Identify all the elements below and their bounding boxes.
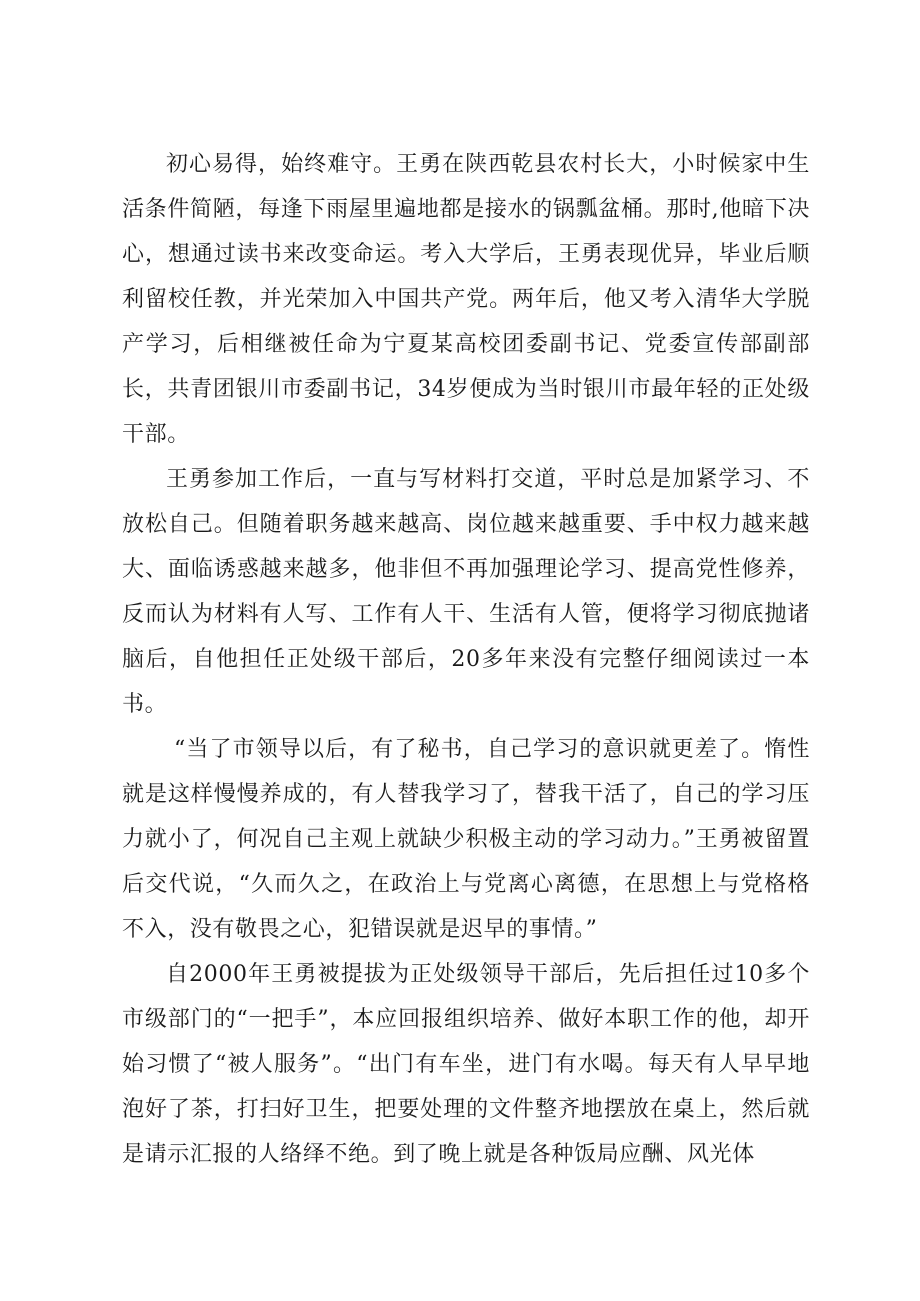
paragraph-4: 自2000年王勇被提拔为正处级领导干部后，先后担任过10多个市级部门的“一把手”，本应回报组织培养、做好本职工作的他，却开始习惯了“被人服务”。“出门有车坐，进门有水喝。每天有人早早地泡好了茶，打扫好卫生，把要处理的文件整齐地摆放在桌上，然后就是请示汇报的人络绎不绝。到了晚上就是各种饭局应酬、风光体 [122, 962, 810, 1167]
paragraph-2: 王勇参加工作后，一直与写材料打交道，平时总是加紧学习、不放松自己。但随着职务越来越高、岗位越来越重要、手中权力越来越大、面临诱惑越来越多，他非但不再加强理论学习、提高党性修养，反而认为材料有人写、工作有人干、生活有人管，便将学习彻底抛诸脑后，自他担任正处级干部后，20多年来没有完整仔细阅读过一本书。 [122, 467, 810, 717]
paragraph-1: 初心易得，始终难守。王勇在陕西乾县农村长大，小时候家中生活条件简陋，每逢下雨屋里遍地都是接水的锅瓢盆桶。那时,他暗下决心，想通过读书来改变命运。考入大学后，王勇表现优异，毕业后顺利留校任教，并光荣加入中国共产党。两年后，他又考入清华大学脱产学习，后相继被任命为宁夏某高校团委副书记、党委宣传部副部长，共青团银川市委副书记，34岁便成为当时银川市最年轻的正处级干部。 [122, 152, 810, 447]
paragraph-3-quote: “当了市领导以后，有了秘书，自己学习的意识就更差了。惰性就是这样慢慢养成的，有人替我学习了，替我干活了，自己的学习压力就小了，何况自己主观上就缺少积极主动的学习动力。”王勇被留置后交代说，“久而久之，在政治上与党离心离德，在思想上与党格格不入，没有敬畏之心，犯错误就是迟早的事情。” [122, 737, 810, 942]
document-body [122, 142, 810, 1177]
